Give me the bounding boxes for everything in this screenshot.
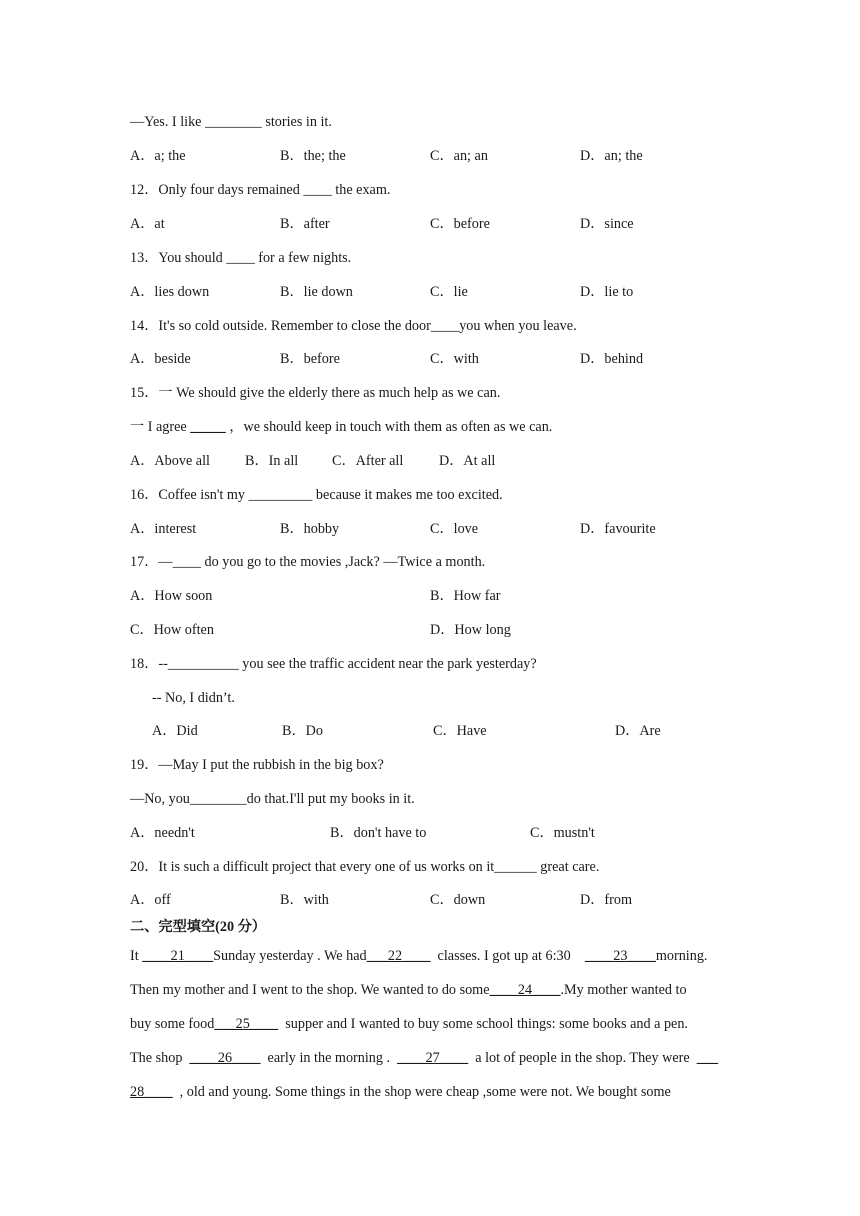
question-15-stem: 15．一 We should give the elderly there as much help as we can. xyxy=(130,385,501,401)
answer-blank: ____21____ xyxy=(142,948,214,964)
option-d: D．lie to xyxy=(580,284,634,300)
option-c: C．love xyxy=(430,521,479,537)
answer-blank: ___ xyxy=(696,1050,719,1066)
cloze-text: Then my mother and I went to the shop. We wanted to do some xyxy=(130,982,490,998)
option-a: A．off xyxy=(130,892,171,908)
option-b: B．after xyxy=(280,216,330,232)
answer-blank: _____ xyxy=(190,419,226,435)
option-b: B．with xyxy=(280,892,329,908)
option-b: B．Do xyxy=(282,723,323,739)
option-a: A．lies down xyxy=(130,284,210,300)
cloze-text: .My mother wanted to xyxy=(560,982,687,998)
cloze-line xyxy=(130,1083,671,1101)
option-b: B．In all xyxy=(245,453,299,469)
option-b: B．hobby xyxy=(280,521,340,537)
question-18-reply: -- No, I didn’t. xyxy=(152,690,235,706)
question-19-reply: —No, you________do that.I'll put my books in it. xyxy=(130,791,415,807)
option-c: C．lie xyxy=(430,284,468,300)
option-d: D．since xyxy=(580,216,634,232)
option-b: B．before xyxy=(280,351,340,367)
question-15-reply xyxy=(130,418,552,436)
option-c: C．down xyxy=(430,892,486,908)
question-17-stem: 17．—____ do you go to the movies ,Jack? —Twice a month. xyxy=(130,554,486,570)
cloze-text: supper and I wanted to buy some school things: some books and a pen. xyxy=(278,1016,688,1032)
cloze-text: early in the morning . xyxy=(260,1050,398,1066)
option-a: A．How soon xyxy=(130,588,213,604)
answer-blank: 28____ xyxy=(130,1084,173,1100)
option-c: C．before xyxy=(430,216,490,232)
cloze-text: buy some food xyxy=(130,1016,215,1032)
option-c: C．mustn't xyxy=(530,825,595,841)
option-c: C．Have xyxy=(433,723,487,739)
cloze-text: morning. xyxy=(655,948,708,964)
option-c: C．How often xyxy=(130,622,214,638)
reply-text: 一 I agree xyxy=(130,419,191,435)
answer-blank: ____23____ xyxy=(584,948,656,964)
cloze-text: It xyxy=(130,948,143,964)
option-a: A．interest xyxy=(130,521,197,537)
option-a: A．beside xyxy=(130,351,191,367)
answer-blank: ____26____ xyxy=(189,1050,261,1066)
option-a: A．a; the xyxy=(130,148,186,164)
section-heading: 二、完型填空(20 分） xyxy=(130,919,266,935)
question-11-stem: —Yes. I like ________ stories in it. xyxy=(130,114,332,130)
cloze-text: , old and young. Some things in the shop were cheap ,some were not. We bought some xyxy=(172,1084,671,1100)
option-b: B．lie down xyxy=(280,284,353,300)
question-16-stem: 16．Coffee isn't my _________ because it makes me too excited. xyxy=(130,487,503,503)
cloze-line xyxy=(130,981,687,999)
cloze-text: The shop xyxy=(130,1050,190,1066)
option-a: A．at xyxy=(130,216,165,232)
option-a: A．needn't xyxy=(130,825,195,841)
option-d: D．How long xyxy=(430,622,511,638)
option-d: D．Are xyxy=(615,723,661,739)
answer-blank: ___25____ xyxy=(214,1016,279,1032)
cloze-line xyxy=(130,947,707,965)
question-12-stem: 12．Only four days remained ____ the exam. xyxy=(130,182,391,198)
cloze-line xyxy=(130,1049,718,1067)
option-c: C．an; an xyxy=(430,148,488,164)
cloze-text: classes. I got up at 6:30 xyxy=(430,948,585,964)
option-d: D．At all xyxy=(439,453,496,469)
option-b: B．don't have to xyxy=(330,825,427,841)
option-c: C．with xyxy=(430,351,479,367)
question-20-stem: 20．It is such a difficult project that every one of us works on it______ great care. xyxy=(130,859,600,875)
option-a: A．Above all xyxy=(130,453,210,469)
reply-text: ，we should keep in touch with them as often as we can. xyxy=(225,419,553,435)
question-13-stem: 13．You should ____ for a few nights. xyxy=(130,250,352,266)
cloze-line xyxy=(130,1015,688,1033)
option-d: D．favourite xyxy=(580,521,656,537)
question-18-stem: 18．--__________ you see the traffic accident near the park yesterday? xyxy=(130,656,537,672)
answer-blank: ____27____ xyxy=(397,1050,469,1066)
cloze-text: Sunday yesterday . We had xyxy=(213,948,367,964)
option-c: C．After all xyxy=(332,453,404,469)
question-19-stem: 19．—May I put the rubbish in the big box? xyxy=(130,757,384,773)
option-d: D．an; the xyxy=(580,148,643,164)
answer-blank: ____24____ xyxy=(489,982,561,998)
question-14-stem: 14．It's so cold outside. Remember to close the door____you when you leave. xyxy=(130,318,577,334)
answer-blank: ___22____ xyxy=(366,948,431,964)
cloze-text: a lot of people in the shop. They were xyxy=(468,1050,697,1066)
option-b: B．How far xyxy=(430,588,501,604)
option-b: B．the; the xyxy=(280,148,346,164)
option-a: A．Did xyxy=(152,723,198,739)
option-d: D．behind xyxy=(580,351,644,367)
option-d: D．from xyxy=(580,892,633,908)
